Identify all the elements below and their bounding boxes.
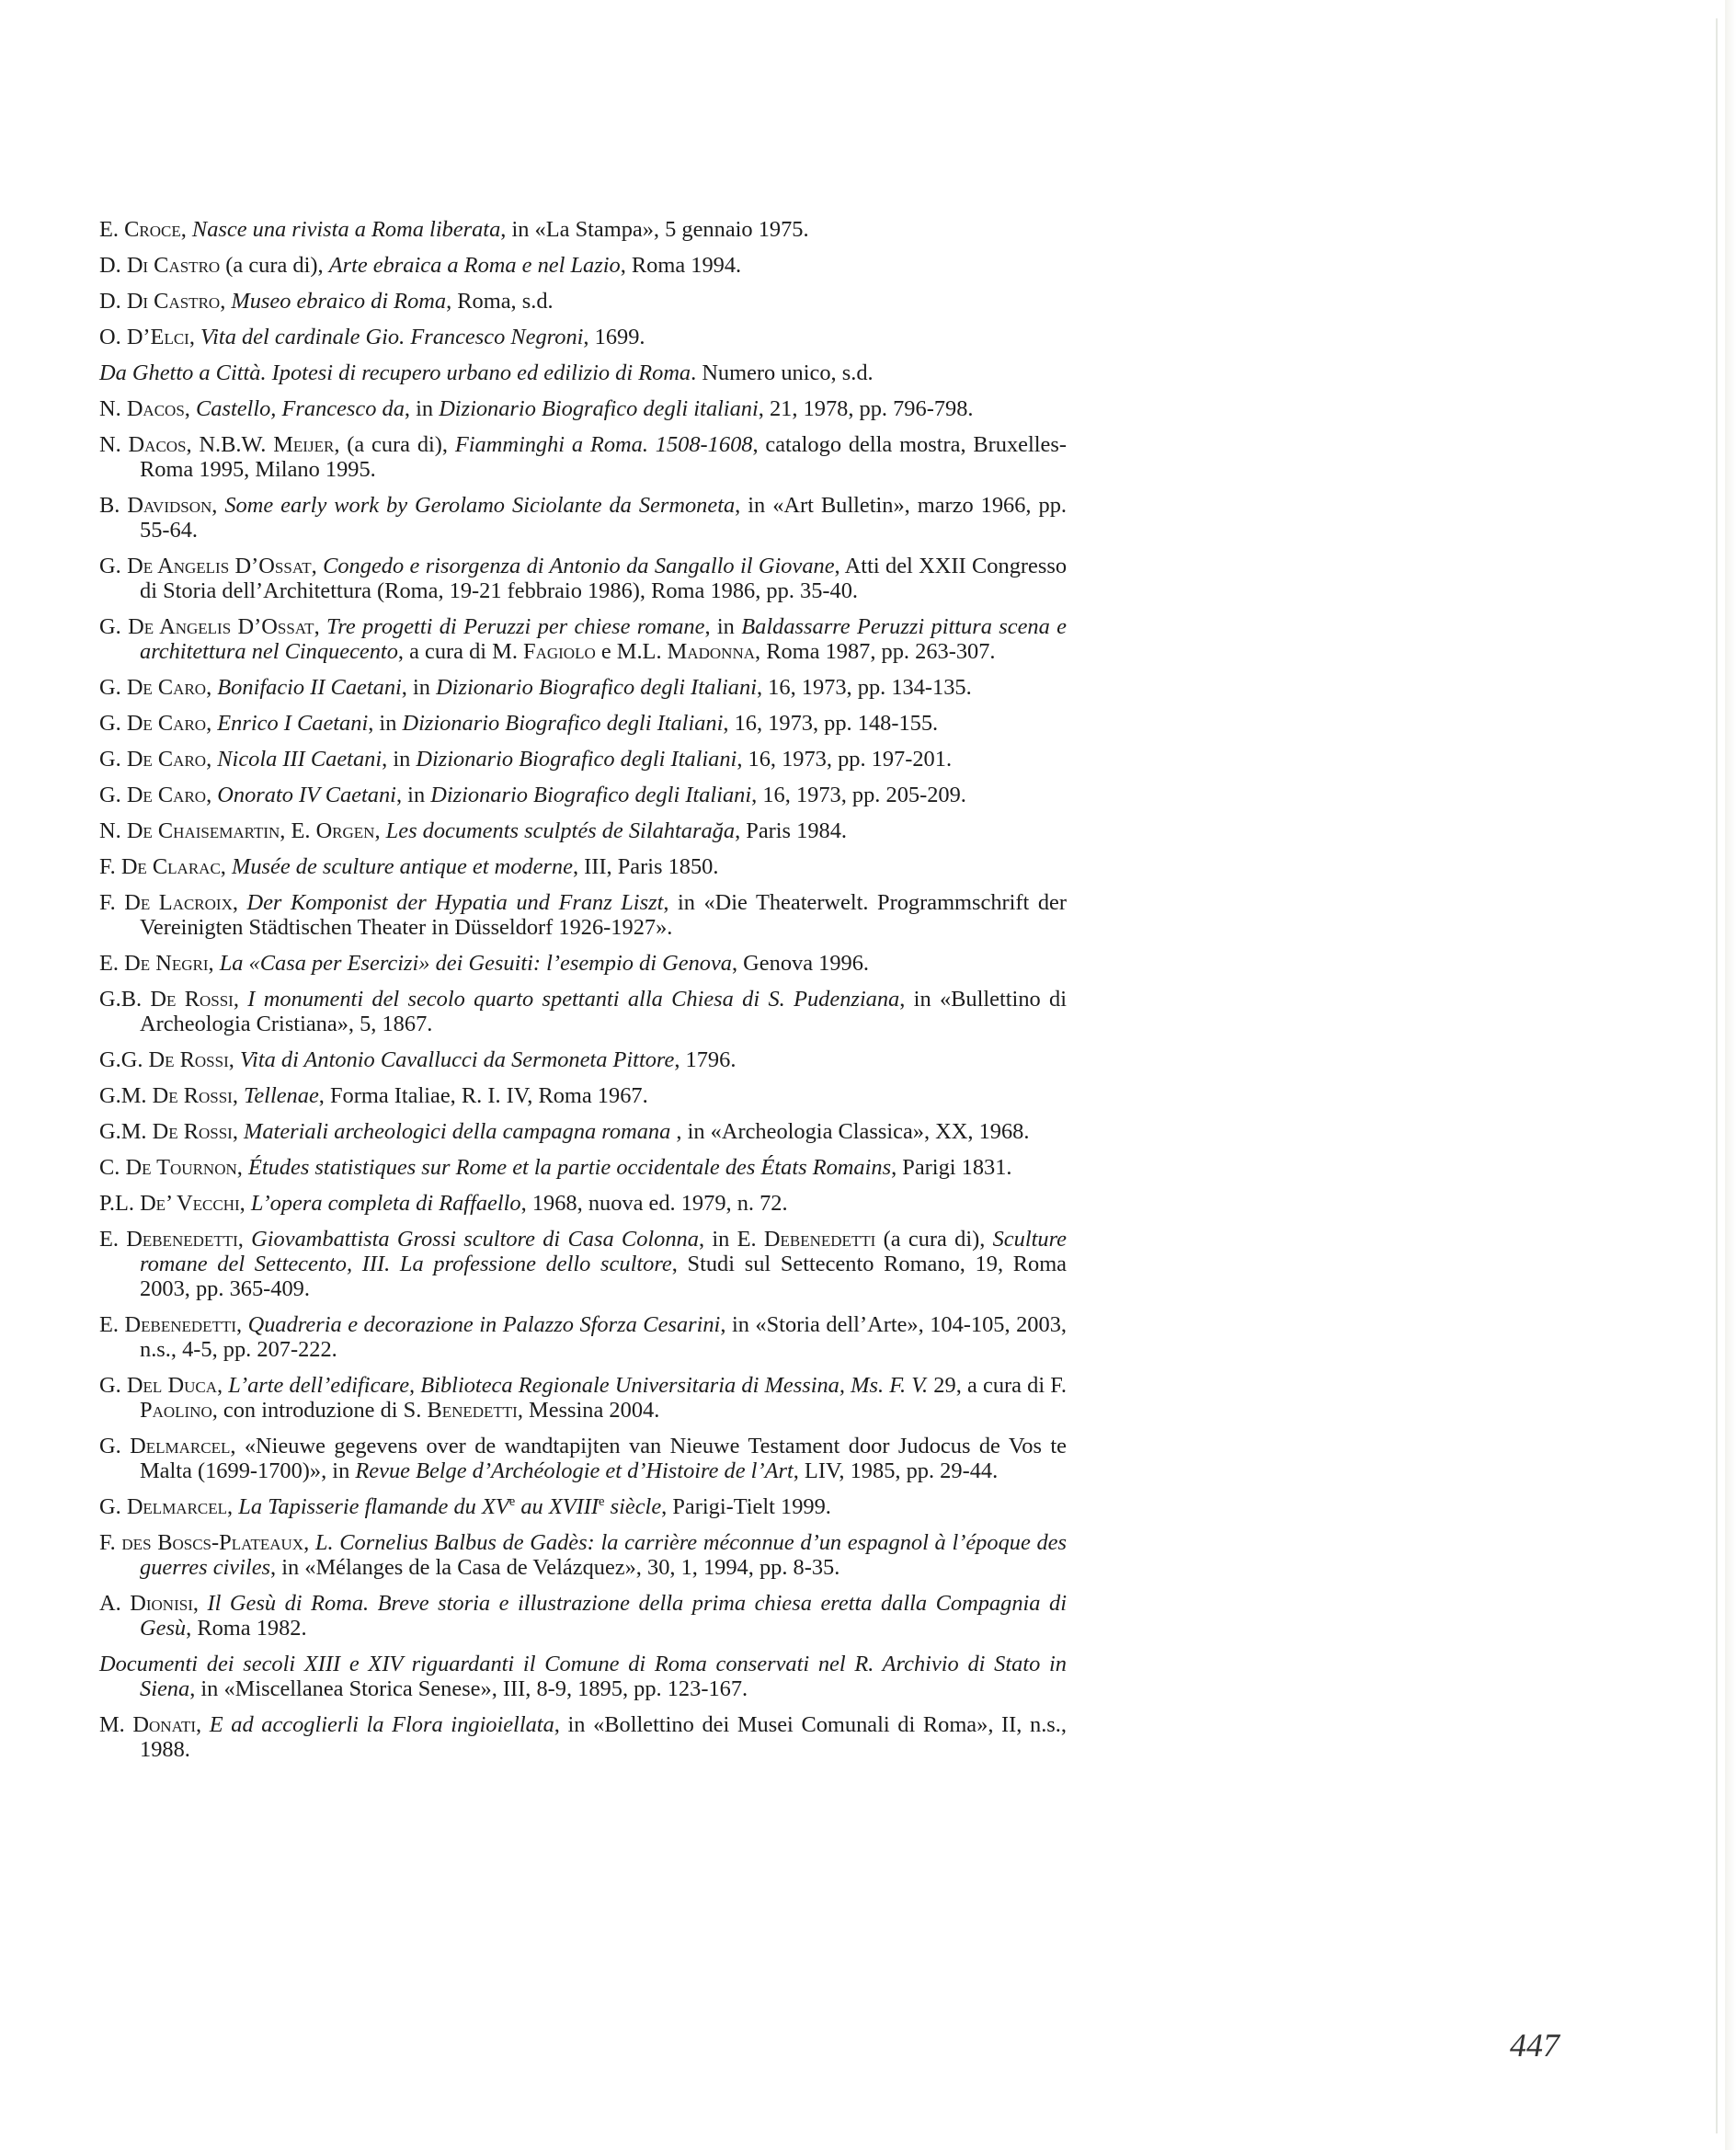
bibliography-entry <box>99 325 1067 349</box>
entry-text: , a cura di M. <box>397 639 524 664</box>
entry-author: De Lacroix <box>124 890 233 915</box>
entry-text: , <box>233 987 248 1012</box>
entry-text: , in <box>704 614 742 639</box>
entry-title: Études statistiques sur Rome et la partie occidentale des États Romains <box>247 1155 892 1180</box>
entry-text: e M.L. <box>595 639 668 664</box>
entry-text: , in «Bollettino dei Musei Comunali di Roma», II, n.s., 1988. <box>140 1712 1067 1762</box>
entry-text: D. <box>99 289 127 314</box>
entry-author: Benedetti <box>427 1398 518 1423</box>
entry-title: Musée de sculture antique et moderne <box>232 854 573 879</box>
entry-title: La «Casa per Esercizi» dei Gesuiti: l’esempio di Genova <box>219 951 732 976</box>
bibliography-entry <box>99 396 1067 421</box>
bibliography-entry <box>99 493 1067 543</box>
entry-title: Museo ebraico di Roma <box>231 289 447 314</box>
entry-title: Giovambattista Grossi scultore di Casa Colonna <box>251 1227 699 1252</box>
entry-text: , <box>239 1191 251 1216</box>
entry-text: , in <box>401 675 437 700</box>
entry-author: De Rossi <box>150 987 234 1012</box>
entry-text: , Roma 1982. <box>186 1616 307 1641</box>
bibliography-entry <box>99 253 1067 278</box>
bibliography-entry <box>99 1191 1067 1216</box>
entry-text: , in <box>382 747 417 772</box>
bibliography-entry <box>99 1652 1067 1701</box>
bibliography-entry <box>99 1155 1067 1180</box>
entry-title: Arte ebraica a Roma e nel Lazio <box>328 253 621 278</box>
entry-author: Debenedetti <box>124 1312 236 1337</box>
bibliography-entry <box>99 289 1067 314</box>
entry-author: De Chaisemartin <box>126 818 280 843</box>
entry-title: siècle <box>604 1494 662 1519</box>
entry-author: Meijer <box>273 432 335 457</box>
entry-text: G. <box>99 747 127 772</box>
entry-text: , <box>237 1227 252 1252</box>
entry-text: , <box>220 854 232 879</box>
entry-text: G.M. <box>99 1119 153 1144</box>
entry-text: , <box>196 1712 210 1737</box>
entry-text: , 21, 1978, pp. 796-798. <box>758 396 974 421</box>
bibliography-entry <box>99 747 1067 772</box>
entry-author: De Rossi <box>148 1047 229 1072</box>
entry-text: , <box>206 747 218 772</box>
page-edge-line <box>1716 18 1718 2133</box>
bibliography-entry <box>99 614 1067 664</box>
entry-text: G.M. <box>99 1083 153 1108</box>
entry-author: De Angelis D’Ossat <box>128 614 314 639</box>
entry-text: , N.B.W. <box>186 432 274 457</box>
entry-superscript: e <box>599 1493 605 1509</box>
entry-text: , Roma 1987, pp. 263-307. <box>755 639 996 664</box>
bibliography-list <box>99 217 1067 1773</box>
entry-text: G. <box>99 554 128 578</box>
entry-text: , <box>192 1591 208 1616</box>
bibliography-entry <box>99 1494 1067 1519</box>
entry-text: , <box>232 1119 245 1144</box>
entry-text: , in <box>404 396 440 421</box>
bibliography-entry <box>99 783 1067 807</box>
page-number: 447 <box>1510 2027 1559 2064</box>
entry-text: B. <box>99 493 128 518</box>
entry-text: , <box>206 675 218 700</box>
entry-text: , <box>228 1047 240 1072</box>
bibliography-entry <box>99 1530 1067 1580</box>
entry-text: G. <box>99 1494 127 1519</box>
entry-author: Croce <box>124 217 181 242</box>
entry-text: , in «Die Theaterwelt. Programmschrift der Vereinigten Städtischen Theater in Düsseldorf 1926-1927». <box>140 890 1068 940</box>
bibliography-entry <box>99 1312 1067 1362</box>
entry-text: , <box>216 1373 229 1398</box>
entry-text: , <box>311 554 324 578</box>
entry-superscript: e <box>508 1493 516 1509</box>
entry-author: Delmarcel <box>126 1494 228 1519</box>
entry-author: De Caro <box>126 675 207 700</box>
entry-title: Some early work by Gerolamo Siciolante da Sermoneta <box>224 493 736 518</box>
entry-title: Il Gesù di Roma. Breve storia e illustrazione della prima chiesa eretta dalla Compagnia di Gesù <box>140 1591 1067 1641</box>
entry-text: , con introduzione di S. <box>211 1398 428 1423</box>
entry-text: . Numero unico, s.d. <box>691 360 874 385</box>
bibliography-entry <box>99 1119 1067 1144</box>
entry-title: au XVIII <box>515 1494 600 1519</box>
entry-text: , <box>206 783 218 807</box>
entry-author: Davidson <box>127 493 212 518</box>
entry-text: , Parigi 1831. <box>891 1155 1012 1180</box>
entry-text: , Paris 1984. <box>735 818 848 843</box>
entry-author: De Tournon <box>125 1155 237 1180</box>
entry-title: Da Ghetto a Città. Ipotesi di recupero urbano ed edilizio di Roma <box>99 360 691 385</box>
entry-title: Dizionario Biografico degli Italiani <box>436 675 757 700</box>
entry-title: I monumenti del secolo quarto spettanti alla Chiesa di S. Pudenziana <box>247 987 900 1012</box>
entry-text: , Parigi-Tielt 1999. <box>661 1494 831 1519</box>
bibliography-entry <box>99 217 1067 242</box>
entry-text: , <box>232 890 247 915</box>
entry-author: des Boscs-Plateaux <box>121 1530 304 1555</box>
entry-text: , Messina 2004. <box>517 1398 660 1423</box>
entry-title: Revue Belge d’Archéologie et d’Histoire de l’Art <box>355 1458 794 1483</box>
entry-text: , <box>236 1155 248 1180</box>
bibliography-entry <box>99 987 1067 1036</box>
bibliography-entry <box>99 1591 1067 1641</box>
entry-text: G. <box>99 1373 127 1398</box>
bibliography-entry <box>99 951 1067 976</box>
entry-author: Dacos <box>126 396 185 421</box>
entry-text: G. <box>99 614 129 639</box>
entry-title: Vita del cardinale Gio. Francesco Negroni <box>200 325 584 349</box>
entry-title: L’arte dell’edificare, Biblioteca Regionale Universitaria di Messina, Ms. F. V. <box>228 1373 929 1398</box>
entry-title: Dizionario Biografico degli Italiani <box>416 747 737 772</box>
entry-author: De’ Vecchi <box>140 1191 240 1216</box>
bibliography-entry <box>99 1047 1067 1072</box>
entry-text: , Atti del XXII Congresso di Storia dell’Architettura (Roma, 19-21 febbraio 1986), Roma 1986, pp. 35-40. <box>140 554 1068 603</box>
entry-text: 29, a cura di F. <box>928 1373 1068 1398</box>
entry-text: , 16, 1973, pp. 134-135. <box>756 675 972 700</box>
entry-author: Di Castro <box>126 289 221 314</box>
entry-text: D. <box>99 253 127 278</box>
entry-text: , in «Mélanges de la Casa de Velázquez», 30, 1, 1994, pp. 8-35. <box>270 1555 840 1580</box>
entry-text: C. <box>99 1155 126 1180</box>
entry-text: , 1699. <box>583 325 645 349</box>
entry-title: Tellenae <box>244 1083 319 1108</box>
entry-author: Dacos <box>128 432 187 457</box>
bibliography-entry <box>99 854 1067 879</box>
entry-title: Dizionario Biografico degli italiani <box>439 396 759 421</box>
entry-author: Paolino <box>140 1398 212 1423</box>
entry-title: Vita di Antonio Cavallucci da Sermoneta Pittore <box>239 1047 675 1072</box>
entry-text: (a cura di), <box>875 1227 993 1252</box>
bibliography-entry <box>99 1373 1067 1423</box>
entry-text: E. <box>99 951 125 976</box>
entry-text: , 16, 1973, pp. 205-209. <box>751 783 966 807</box>
entry-text: , Roma 1994. <box>620 253 742 278</box>
bibliography-entry <box>99 360 1067 385</box>
entry-text: , E. <box>280 818 316 843</box>
entry-text: G. <box>99 783 127 807</box>
entry-title: Documenti dei secoli XIII e XIV riguardanti il Comune di Roma conservati nel R. Archivio di Stato in Siena <box>99 1652 1067 1701</box>
entry-text: F. <box>99 854 121 879</box>
entry-text: , <box>220 289 232 314</box>
entry-author: D’Elci <box>126 325 189 349</box>
entry-text: , in «Storia dell’Arte», 104-105, 2003, n.s., 4-5, pp. 207-222. <box>140 1312 1067 1362</box>
bibliography-entry <box>99 711 1067 736</box>
entry-text: G. <box>99 711 127 736</box>
entry-text: , in <box>368 711 403 736</box>
entry-text: N. <box>99 432 129 457</box>
entry-title: Castello, Francesco da <box>195 396 405 421</box>
entry-text: , <box>184 396 196 421</box>
entry-text: , Forma Italiae, R. I. IV, Roma 1967. <box>318 1083 648 1108</box>
entry-text: , in E. <box>698 1227 764 1252</box>
entry-text: P.L. <box>99 1191 141 1216</box>
entry-text: , 1796. <box>674 1047 737 1072</box>
entry-text: , <box>211 493 225 518</box>
entry-author: Dionisi <box>130 1591 193 1616</box>
entry-text: , <box>232 1083 245 1108</box>
entry-title: E ad accoglierli la Flora ingioiellata <box>209 1712 554 1737</box>
entry-text: G.B. <box>99 987 151 1012</box>
entry-title: Tre progetti di Peruzzi per chiese romane <box>326 614 705 639</box>
entry-text: G. <box>99 1434 131 1458</box>
bibliography-entry <box>99 1712 1067 1762</box>
entry-title: Les documents sculptés de Silahtarağa <box>385 818 736 843</box>
entry-text: G.G. <box>99 1047 149 1072</box>
entry-text: , in «Art Bulletin», marzo 1966, pp. 55-64. <box>140 493 1067 543</box>
entry-author: De Angelis D’Ossat <box>127 554 312 578</box>
entry-title: La Tapisserie flamande du XV <box>238 1494 509 1519</box>
bibliography-entry <box>99 818 1067 843</box>
entry-text: , LIV, 1985, pp. 29-44. <box>793 1458 999 1483</box>
entry-text: , <box>303 1530 315 1555</box>
entry-title: Materiali archeologici della campagna romana <box>244 1119 671 1144</box>
entry-text: E. <box>99 1312 125 1337</box>
entry-text: , <box>180 217 192 242</box>
entry-title: Baldassarre Peruzzi pittura scena e architettura nel Cinquecento <box>140 614 1068 664</box>
bibliography-entry <box>99 432 1067 482</box>
entry-author: Di Castro <box>126 253 221 278</box>
entry-author: Delmarcel <box>130 1434 231 1458</box>
entry-title: L’opera completa di Raffaello <box>250 1191 521 1216</box>
entry-text: , <box>206 711 218 736</box>
entry-text: , III, Paris 1850. <box>572 854 719 879</box>
entry-text: , catalogo della mostra, Bruxelles-Roma 1995, Milano 1995. <box>140 432 1067 482</box>
entry-author: De Clarac <box>120 854 221 879</box>
entry-text: , Studi sul Settecento Romano, 19, Roma 2003, pp. 365-409. <box>140 1252 1067 1301</box>
entry-text: , 16, 1973, pp. 148-155. <box>723 711 939 736</box>
entry-text: , <box>314 614 327 639</box>
entry-title: Bonifacio II Caetani <box>217 675 402 700</box>
entry-text: M. <box>99 1712 133 1737</box>
page-edge-shadow <box>1725 0 1736 2150</box>
entry-author: De Rossi <box>152 1119 233 1144</box>
entry-text: , <box>374 818 386 843</box>
entry-text: , in «Bullettino di Archeologia Cristiana», 5, 1867. <box>140 987 1068 1036</box>
bibliography-entry <box>99 1083 1067 1108</box>
entry-text: (a cura di), <box>220 253 329 278</box>
entry-title: Dizionario Biografico degli Italiani <box>430 783 752 807</box>
entry-text: , in «Miscellanea Storica Senese», III, 8-9, 1895, pp. 123-167. <box>189 1676 748 1701</box>
entry-title: Quadreria e decorazione in Palazzo Sforza Cesarini <box>247 1312 721 1337</box>
bibliography-entry <box>99 1227 1067 1301</box>
entry-text: , Roma, s.d. <box>446 289 554 314</box>
entry-author: Orgen <box>315 818 375 843</box>
entry-title: Congedo e risorgenza di Antonio da Sangallo il Giovane <box>323 554 835 578</box>
entry-text: , <box>227 1494 239 1519</box>
entry-title: Sculture romane del Settecento, III. La professione dello scultore <box>140 1227 1067 1276</box>
entry-text: , in «Archeologia Classica», XX, 1968. <box>670 1119 1030 1144</box>
entry-text: E. <box>99 1227 127 1252</box>
entry-text: , 16, 1973, pp. 197-201. <box>737 747 953 772</box>
entry-text: E. <box>99 217 125 242</box>
entry-text: A. <box>99 1591 131 1616</box>
entry-title: Fiamminghi a Roma. 1508-1608 <box>454 432 753 457</box>
entry-author: Donati <box>132 1712 197 1737</box>
entry-author: Debenedetti <box>763 1227 876 1252</box>
entry-author: Madonna <box>667 639 756 664</box>
entry-author: De Caro <box>126 711 207 736</box>
entry-text: , 1968, nuova ed. 1979, n. 72. <box>520 1191 788 1216</box>
entry-title: Nasce una rivista a Roma liberata <box>191 217 501 242</box>
entry-author: Fagiolo <box>523 639 596 664</box>
entry-author: Debenedetti <box>126 1227 238 1252</box>
entry-text: , <box>188 325 201 349</box>
entry-title: Dizionario Biografico degli Italiani <box>402 711 724 736</box>
entry-text: , in <box>395 783 431 807</box>
entry-author: De Caro <box>126 783 207 807</box>
entry-author: De Negri <box>124 951 209 976</box>
entry-author: De Caro <box>126 747 207 772</box>
entry-author: Del Duca <box>126 1373 217 1398</box>
entry-text: , <box>208 951 220 976</box>
entry-text: F. <box>99 890 125 915</box>
entry-text: F. <box>99 1530 122 1555</box>
entry-title: L. Cornelius Balbus de Gadès: la carrière méconnue d’un espagnol à l’époque des guerres civiles <box>140 1530 1067 1580</box>
entry-text: , <box>236 1312 248 1337</box>
entry-title: Der Komponist der Hypatia und Franz Liszt <box>246 890 664 915</box>
entry-title: Enrico I Caetani <box>217 711 369 736</box>
entry-text: G. <box>99 675 127 700</box>
entry-text: , (a cura di), <box>334 432 455 457</box>
entry-author: De Rossi <box>152 1083 233 1108</box>
entry-text: , in «La Stampa», 5 gennaio 1975. <box>500 217 809 242</box>
entry-text: , «Nieuwe gegevens over de wandtapijten van Nieuwe Testament door Judocus de Vos te Malta (1699-1700)», in <box>140 1434 1068 1483</box>
entry-text: , Genova 1996. <box>731 951 870 976</box>
bibliography-entry <box>99 1434 1067 1483</box>
entry-text: N. <box>99 818 127 843</box>
bibliography-entry <box>99 554 1067 603</box>
entry-title: Onorato IV Caetani <box>217 783 396 807</box>
entry-text: N. <box>99 396 127 421</box>
bibliography-entry <box>99 675 1067 700</box>
entry-text: O. <box>99 325 127 349</box>
bibliography-entry <box>99 890 1067 940</box>
entry-title: Nicola III Caetani <box>217 747 383 772</box>
